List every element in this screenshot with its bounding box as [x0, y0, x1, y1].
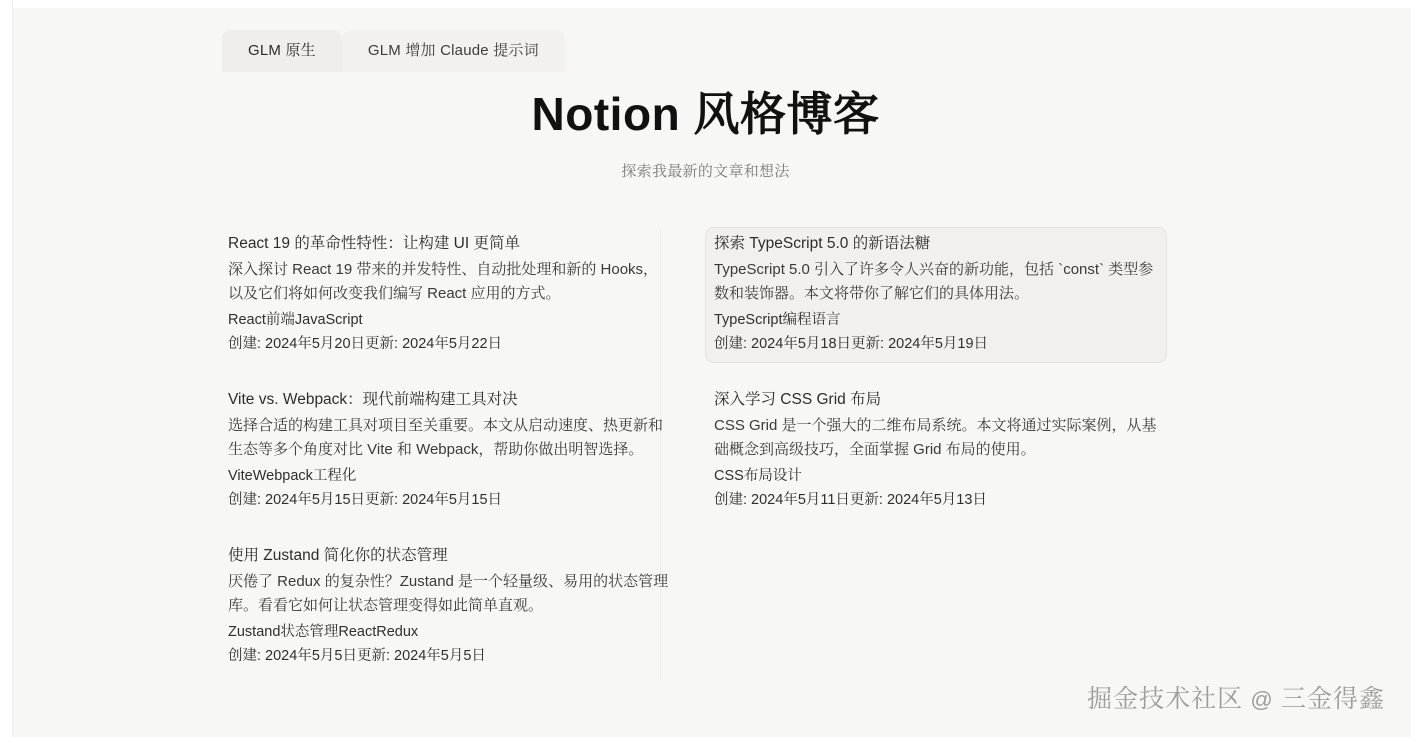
watermark-author: 三金得鑫: [1280, 686, 1385, 713]
posts-column-left: [220, 228, 680, 696]
post-excerpt: 选择合适的构建工具对项目至关重要。本文从启动速度、热更新和生态等多个角度对比 Vite 和 Webpack，帮助你做出明智选择。: [228, 417, 664, 459]
post-excerpt: 厌倦了 Redux 的复杂性？Zustand 是一个轻量级、易用的状态管理库。看看它如何让状态管理变得如此简单直观。: [228, 572, 669, 615]
post-card[interactable]: [706, 384, 1166, 518]
page-header: [0, 86, 1411, 181]
tab-glm-claude-prompt[interactable]: GLM 增加 Claude 提示词: [342, 30, 565, 72]
post-card[interactable]: [706, 228, 1166, 362]
window-top-edge: [0, 0, 1411, 8]
watermark: [1087, 679, 1385, 715]
post-tags: CSS布局设计: [714, 467, 802, 484]
posts-grid: [220, 228, 1200, 696]
post-title: 使用 Zustand 简化你的状态管理: [228, 546, 448, 564]
post-card[interactable]: [220, 228, 680, 362]
post-tags: TypeScript编程语言: [714, 311, 841, 328]
post-meta: 创建: 2024年5月18日更新: 2024年5月19日: [714, 335, 989, 352]
watermark-at-symbol: @: [1250, 687, 1274, 712]
post-excerpt: 深入探讨 React 19 带来的并发特性、自动批处理和新的 Hooks，以及它们将如何改变我们编写 React 应用的方式。: [228, 261, 659, 303]
post-tags: Zustand状态管理ReactRedux: [228, 623, 419, 640]
post-excerpt: TypeScript 5.0 引入了许多令人兴奋的新功能，包括 `const` 类型参数和装饰器。本文将带你了解它们的具体用法。: [714, 261, 1154, 303]
tab-bar: [222, 30, 565, 72]
posts-column-right: [706, 228, 1166, 696]
post-tags: React前端JavaScript: [228, 311, 363, 328]
post-meta: 创建: 2024年5月5日更新: 2024年5月5日: [228, 647, 486, 664]
watermark-site: 掘金技术社区: [1087, 686, 1244, 713]
post-title: 深入学习 CSS Grid 布局: [714, 390, 882, 408]
post-title: React 19 的革命性特性：让构建 UI 更简单: [228, 235, 520, 252]
post-meta: 创建: 2024年5月11日更新: 2024年5月13日: [714, 491, 987, 508]
tab-glm-native[interactable]: GLM 原生: [222, 30, 342, 72]
post-title: 探索 TypeScript 5.0 的新语法糖: [714, 235, 931, 252]
post-title: Vite vs. Webpack：现代前端构建工具对决: [228, 390, 518, 408]
post-tags: ViteWebpack工程化: [228, 467, 357, 484]
post-meta: 创建: 2024年5月20日更新: 2024年5月22日: [228, 335, 503, 352]
page-title: Notion 风格博客: [531, 88, 880, 140]
post-card[interactable]: [220, 540, 680, 674]
post-card[interactable]: [220, 384, 680, 518]
post-excerpt: CSS Grid 是一个强大的二维布局系统。本文将通过实际案例，从基础概念到高级技巧，全面掌握 Grid 布局的使用。: [714, 417, 1157, 459]
post-meta: 创建: 2024年5月15日更新: 2024年5月15日: [228, 491, 503, 508]
page-subtitle: 探索我最新的文章和想法: [621, 162, 790, 180]
